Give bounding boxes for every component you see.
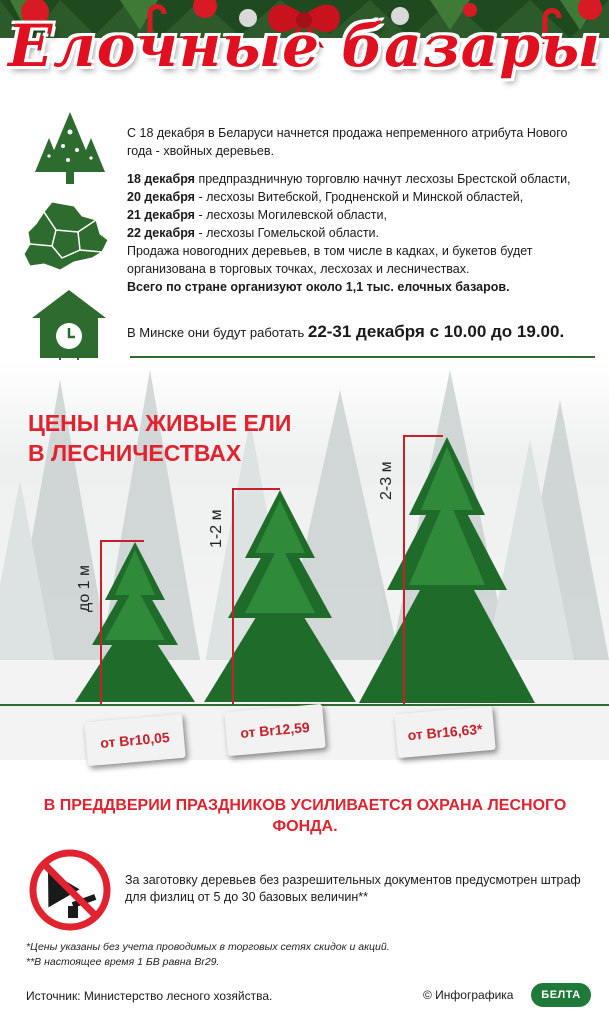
height-marker-cap [232, 488, 280, 490]
height-marker [403, 435, 405, 704]
page-title: Елочные базары [8, 12, 601, 80]
height-label: 2-3 м [378, 461, 395, 500]
price-tag: от Br10,05 [84, 714, 185, 766]
no-tree-cutting-icon [28, 848, 112, 932]
price-tag: от Br16,63* [394, 706, 495, 758]
prices-title: ЦЕНЫ НА ЖИВЫЕ ЕЛИ В ЛЕСНИЧЕСТВАХ [28, 410, 292, 466]
height-marker-cap [403, 435, 443, 437]
total-text: Всего по стране организуют около 1,1 тыс. елочных базаров. [127, 280, 510, 294]
footnotes [26, 940, 586, 970]
belta-logo: БЕЛТА [531, 983, 591, 1007]
schedule-line: 21 декабря - лесхозы Могилевской области, [127, 208, 387, 222]
divider [130, 356, 595, 358]
schedule-line: 20 декабря - лесхозы Витебской, Гродненской и Минской областей, [127, 190, 524, 204]
height-marker-cap [100, 540, 144, 542]
info-block [127, 124, 582, 296]
belarus-map-icon [22, 200, 110, 272]
warning-text: За заготовку деревьев без разрешительных документов предусмотрен штраф для физлиц от 5 до 30 базовых величин** [125, 873, 581, 904]
footnote: *Цены указаны без учета проводимых в торговых сетях скидок и акций. [26, 941, 390, 953]
minsk-hours: В Минске они будут работать 22-31 декабря с 10.00 до 19.00. [127, 322, 565, 341]
sale-text: Продажа новогодних деревьев, в том числе в кадках, и букетов будет организована в торговых точках, лесхозах и лесничествах. [127, 244, 533, 276]
price-tag: от Br12,59 [224, 704, 325, 756]
minsk-time: 22-31 декабря с 10.00 до 19.00. [307, 322, 565, 341]
christmas-trees-icon [35, 110, 105, 188]
footnote: **В настоящее время 1 БВ равна Br29. [26, 956, 220, 968]
schedule-line: 22 декабря - лесхозы Гомельской области. [127, 226, 379, 240]
height-label: 1-2 м [208, 509, 225, 548]
intro-text: С 18 декабря в Беларуси начнется продажа непременного атрибута Нового года - хвойных деревьев. [127, 126, 568, 158]
height-marker [232, 488, 234, 704]
height-marker [100, 540, 102, 704]
schedule-line: 18 декабря предпраздничную торговлю начнут лесхозы Брестской области, [127, 172, 571, 186]
credit-text: © Инфографика [423, 988, 514, 1002]
warning-title: В ПРЕДДВЕРИИ ПРАЗДНИКОВ УСИЛИВАЕТСЯ ОХРАНА ЛЕСНОГО ФОНДА. [43, 797, 567, 835]
height-label: до 1 м [76, 564, 93, 612]
source-text: Источник: Министерство лесного хозяйства. [26, 989, 273, 1003]
